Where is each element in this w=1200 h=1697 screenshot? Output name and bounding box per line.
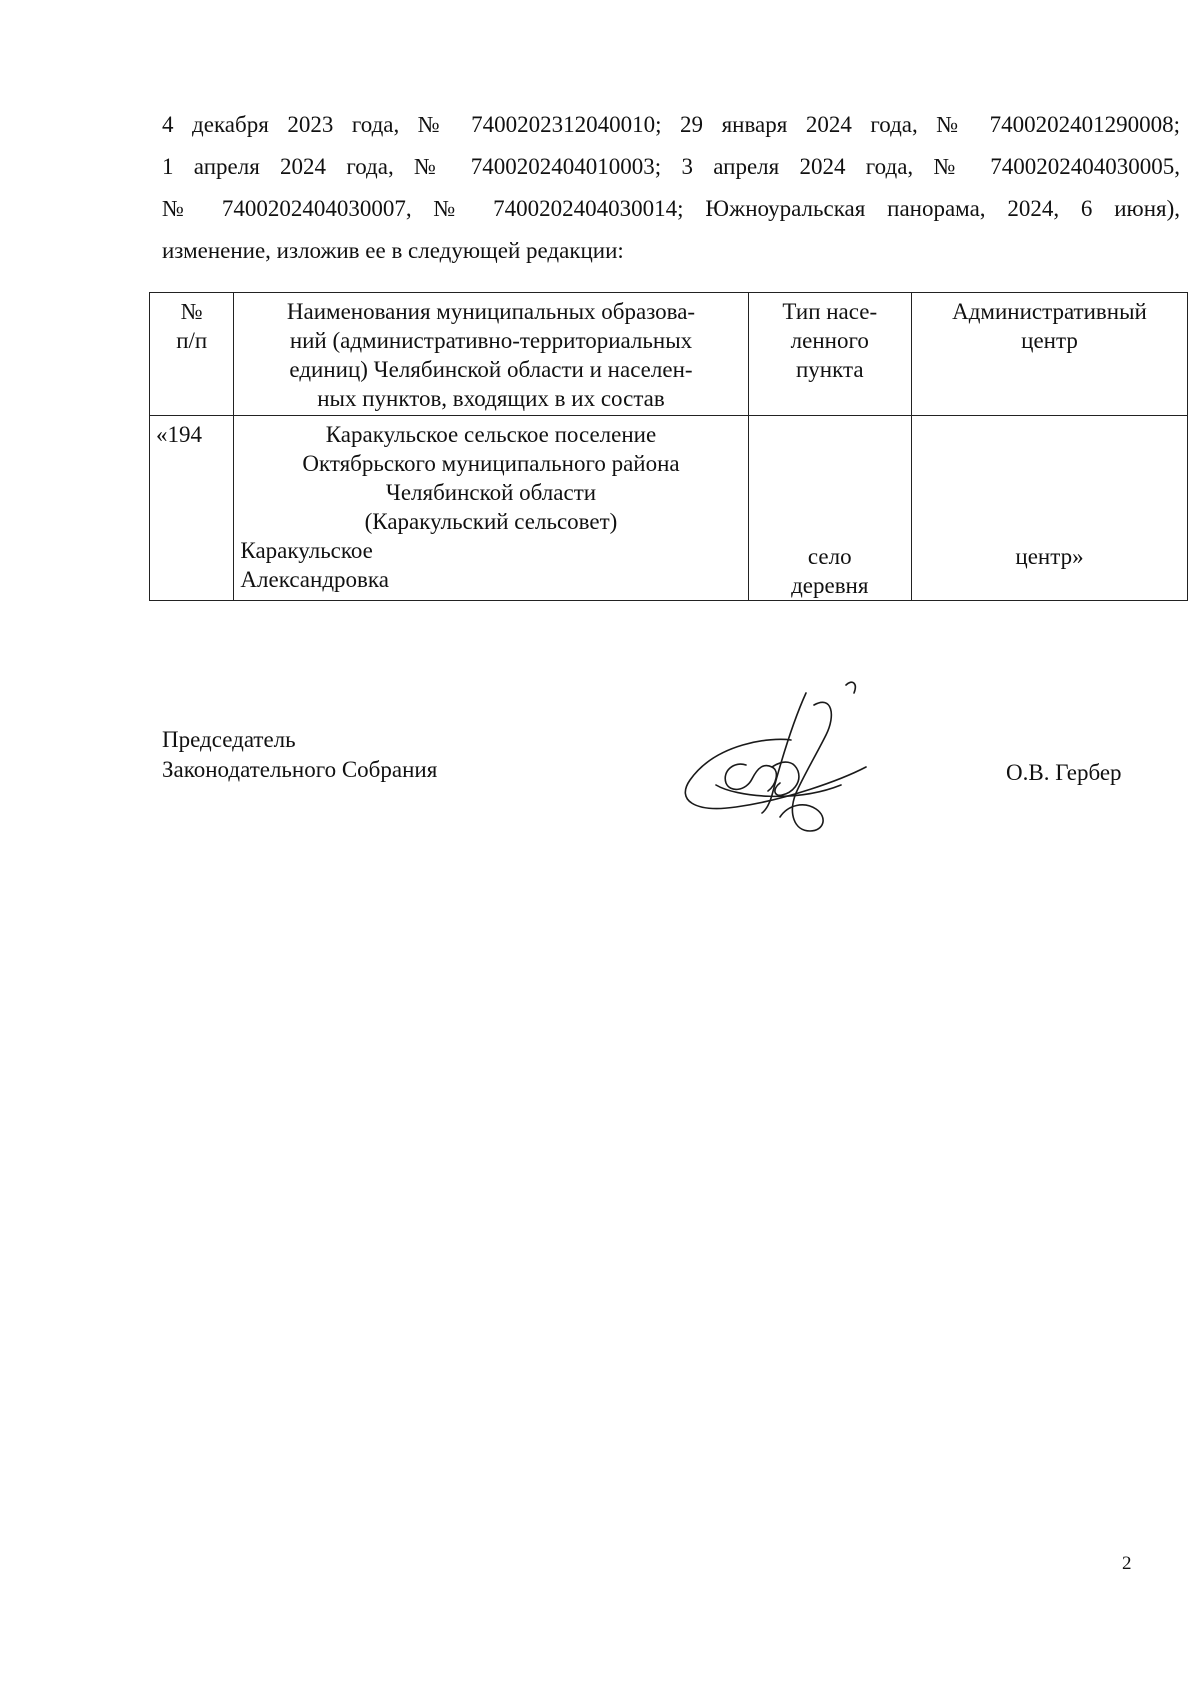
page-number: 2 [1122, 1553, 1132, 1574]
row-number: «194 [150, 416, 234, 601]
paragraph-line: № 7400202404030007, № 7400202404030014; Южноуральская панорама, 2024, 6 июня), [162, 196, 1180, 221]
handwritten-signature [676, 675, 926, 835]
signatory-title-line: Председатель [162, 727, 296, 752]
amendment-table [149, 292, 1188, 601]
admin-center-value-empty [918, 571, 1181, 600]
signatory-title [162, 725, 437, 785]
settlement-list [240, 536, 741, 594]
header-admin-center-text: Административный центр [952, 299, 1147, 353]
row-admin-center [911, 416, 1187, 601]
row-settlement-type [748, 416, 911, 601]
paragraph-line: 1 апреля 2024 года, № 7400202404010003; 3 апреля 2024 года, № 7400202404030005, [162, 154, 1180, 179]
header-number [150, 293, 234, 416]
header-settlement-type-text: Тип насе- ленного пункта [782, 299, 878, 382]
paragraph-line: 4 декабря 2023 года, № 7400202312040010; 29 января 2024 года, № 7400202401290008; [162, 112, 1180, 137]
row-municipality [234, 416, 748, 601]
signatory-title-line: Законодательного Собрания [162, 757, 438, 782]
intro-paragraph [162, 104, 1180, 272]
settlement-name: Александровка [240, 567, 389, 592]
header-number-text: № п/п [176, 299, 208, 353]
signer-name: О.В. Гербер [1006, 760, 1122, 785]
paragraph-line: изменение, изложив ее в следующей редакции: [162, 238, 624, 263]
admin-center-value: центр» [1015, 544, 1084, 569]
municipality-line: (Каракульский сельсовет) [364, 509, 618, 534]
municipality-line: Челябинской области [385, 480, 597, 505]
table-header-row [150, 293, 1188, 416]
header-municipality-text: Наименования муниципальных образова- ний (административно-территориальных единиц) Челябинской области и населен- ных пунктов, входящих в их состав [286, 299, 696, 411]
settlement-name: Каракульское [240, 538, 373, 563]
header-settlement-type [748, 293, 911, 416]
table-row [150, 416, 1188, 601]
settlement-type: село [807, 544, 852, 569]
settlement-type: деревня [791, 573, 869, 598]
municipality-line: Октябрьского муниципального района [302, 451, 680, 476]
header-admin-center [911, 293, 1187, 416]
municipality-title [240, 420, 741, 536]
header-municipality [234, 293, 748, 416]
municipality-line: Каракульское сельское поселение [325, 422, 657, 447]
